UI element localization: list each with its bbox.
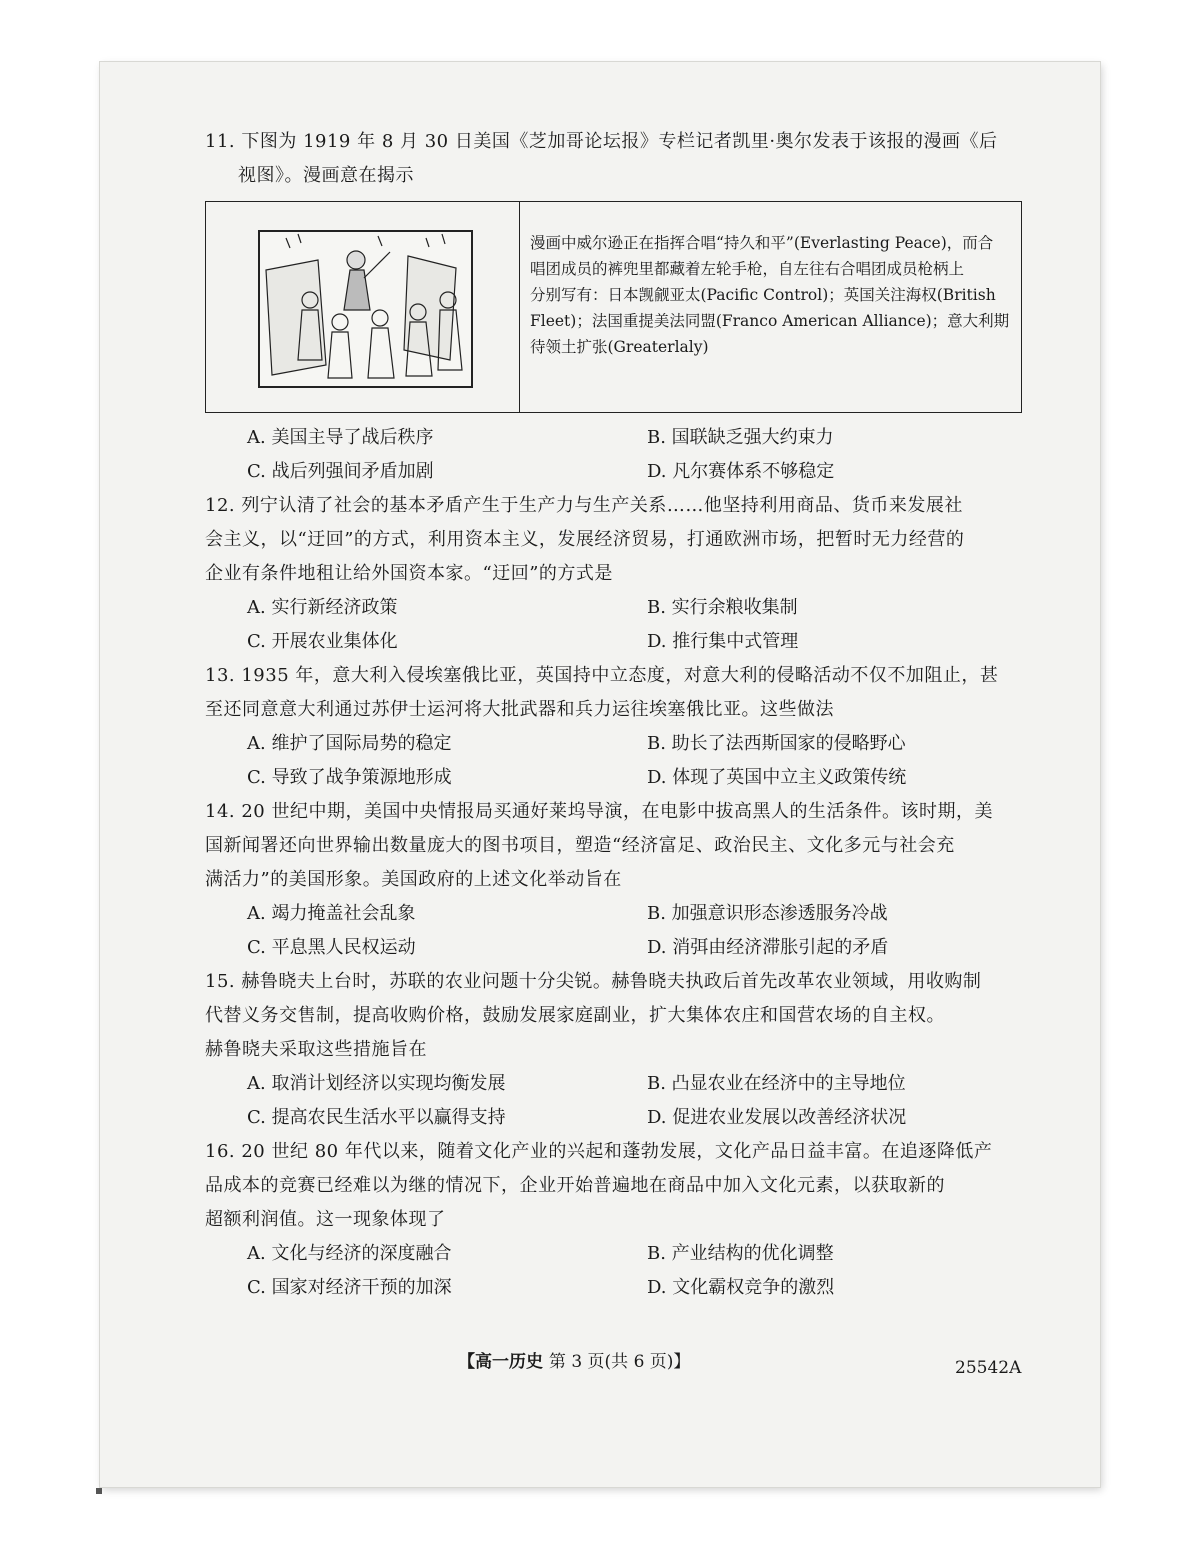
question-14-stem-line-2: 国新闻署还向世界输出数量庞大的图书项目，塑造“经济富足、政治民主、文化多元与社会充: [205, 835, 955, 856]
question-13-stem-line-1: 13. 1935 年，意大利入侵埃塞俄比亚，英国持中立态度，对意大利的侵略活动不仅不加阻止，甚: [205, 665, 999, 686]
option-a[interactable]: A. 竭力掩盖社会乱象: [247, 903, 416, 924]
option-d[interactable]: D. 推行集中式管理: [647, 631, 799, 652]
option-d[interactable]: D. 促进农业发展以改善经济状况: [647, 1107, 907, 1128]
option-d[interactable]: D. 体现了英国中立主义政策传统: [647, 767, 907, 788]
question-14-stem-line-1: 14. 20 世纪中期，美国中央情报局买通好莱坞导演，在电影中拔高黑人的生活条件。该时期，美: [205, 801, 993, 822]
question-11: [205, 125, 1025, 489]
question-16-stem-line-2: 品成本的竞赛已经难以为继的情况下，企业开始普遍地在商品中加入文化元素，以获取新的: [205, 1175, 945, 1196]
question-15-options: [247, 1067, 1025, 1135]
question-12-stem-line-2: 会主义，以“迂回”的方式，利用资本主义，发展经济贸易，打通欧洲市场，把暂时无力经营的: [205, 529, 965, 550]
question-13-stem-line-2: 至还同意意大利通过苏伊士运河将大批武器和兵力运往埃塞俄比亚。这些做法: [205, 699, 834, 720]
caption-line: 待领土扩张(Greaterlaly): [530, 338, 709, 356]
cartoon-figure-box: [205, 201, 1022, 413]
exam-content: [205, 125, 1025, 1305]
option-a[interactable]: A. 维护了国际局势的稳定: [247, 733, 452, 754]
option-d[interactable]: D. 消弭由经济滞胀引起的矛盾: [647, 937, 889, 958]
question-13: [205, 659, 1025, 795]
option-c[interactable]: C. 开展农业集体化: [247, 631, 398, 652]
question-15-stem-line-3: 赫鲁晓夫采取这些措施旨在: [205, 1039, 427, 1060]
question-15-stem-line-2: 代替义务交售制，提高收购价格，鼓励发展家庭副业，扩大集体农庄和国营农场的自主权。: [205, 1005, 945, 1026]
option-a[interactable]: A. 文化与经济的深度融合: [247, 1243, 452, 1264]
option-c[interactable]: C. 战后列强间矛盾加剧: [247, 461, 434, 482]
question-15: [205, 965, 1025, 1135]
option-b[interactable]: B. 助长了法西斯国家的侵略野心: [647, 733, 906, 754]
option-c[interactable]: C. 国家对经济干预的加深: [247, 1277, 452, 1298]
option-b[interactable]: B. 国联缺乏强大约束力: [647, 427, 834, 448]
question-13-options: [247, 727, 1025, 795]
question-12-stem-line-1: 12. 列宁认清了社会的基本矛盾产生于生产力与生产关系……他坚持利用商品、货币来发展社: [205, 495, 963, 516]
option-b[interactable]: B. 凸显农业在经济中的主导地位: [647, 1073, 906, 1094]
option-d[interactable]: D. 文化霸权竞争的激烈: [647, 1277, 835, 1298]
page-footer: [458, 1347, 690, 1372]
caption-line: 分别写有：日本觊觎亚太(Pacific Control)；英国关注海权(British: [530, 286, 996, 304]
question-12-stem-line-3: 企业有条件地租让给外国资本家。“迂回”的方式是: [205, 563, 613, 584]
question-15-stem-line-1: 15. 赫鲁晓夫上台时，苏联的农业问题十分尖锐。赫鲁晓夫执政后首先改革农业领域，用收购制: [205, 971, 982, 992]
question-14: [205, 795, 1025, 965]
question-11-options: [247, 421, 1025, 489]
option-c[interactable]: C. 提高农民生活水平以赢得支持: [247, 1107, 506, 1128]
option-b[interactable]: B. 加强意识形态渗透服务冷战: [647, 903, 888, 924]
question-11-stem-line-2: 视图》。漫画意在揭示: [238, 165, 414, 186]
option-a[interactable]: A. 取消计划经济以实现均衡发展: [247, 1073, 506, 1094]
option-c[interactable]: C. 平息黑人民权运动: [247, 937, 416, 958]
cartoon-illustration: [206, 202, 520, 412]
question-14-options: [247, 897, 1025, 965]
caption-line: Fleet)；法国重提美法同盟(Franco American Alliance)；意大利期: [530, 312, 1010, 330]
footer-subject: 【高一历史: [458, 1352, 543, 1372]
question-14-stem-line-3: 满活力”的美国形象。美国政府的上述文化举动旨在: [205, 869, 622, 890]
question-16-stem-line-1: 16. 20 世纪 80 年代以来，随着文化产业的兴起和蓬勃发展，文化产品日益丰富。在追逐降低产: [205, 1141, 993, 1162]
option-b[interactable]: B. 产业结构的优化调整: [647, 1243, 834, 1264]
question-12: [205, 489, 1025, 659]
question-12-options: [247, 591, 1025, 659]
footer-page-number: 第 3 页(共 6 页)】: [548, 1352, 691, 1372]
option-d[interactable]: D. 凡尔赛体系不够稳定: [647, 461, 835, 482]
option-c[interactable]: C. 导致了战争策源地形成: [247, 767, 452, 788]
question-16: [205, 1135, 1025, 1305]
caption-line: 唱团成员的裤兜里都藏着左轮手枪，自左往右合唱团成员枪柄上: [530, 260, 965, 278]
question-11-stem-line-1: 11. 下图为 1919 年 8 月 30 日美国《芝加哥论坛报》专栏记者凯里·奥尔发表于该报的漫画《后: [205, 131, 998, 152]
paper-code: 25542A: [955, 1358, 1022, 1378]
corner-mark: [96, 1488, 102, 1494]
caption-line: 漫画中威尔逊正在指挥合唱“持久和平”(Everlasting Peace)，而合: [530, 234, 994, 252]
option-a[interactable]: A. 实行新经济政策: [247, 597, 398, 618]
cartoon-drawing: [258, 230, 473, 388]
option-a[interactable]: A. 美国主导了战后秩序: [247, 427, 434, 448]
option-b[interactable]: B. 实行余粮收集制: [647, 597, 798, 618]
question-16-stem-line-3: 超额利润值。这一现象体现了: [205, 1209, 446, 1230]
question-16-options: [247, 1237, 1025, 1305]
cartoon-caption: [520, 202, 1021, 412]
